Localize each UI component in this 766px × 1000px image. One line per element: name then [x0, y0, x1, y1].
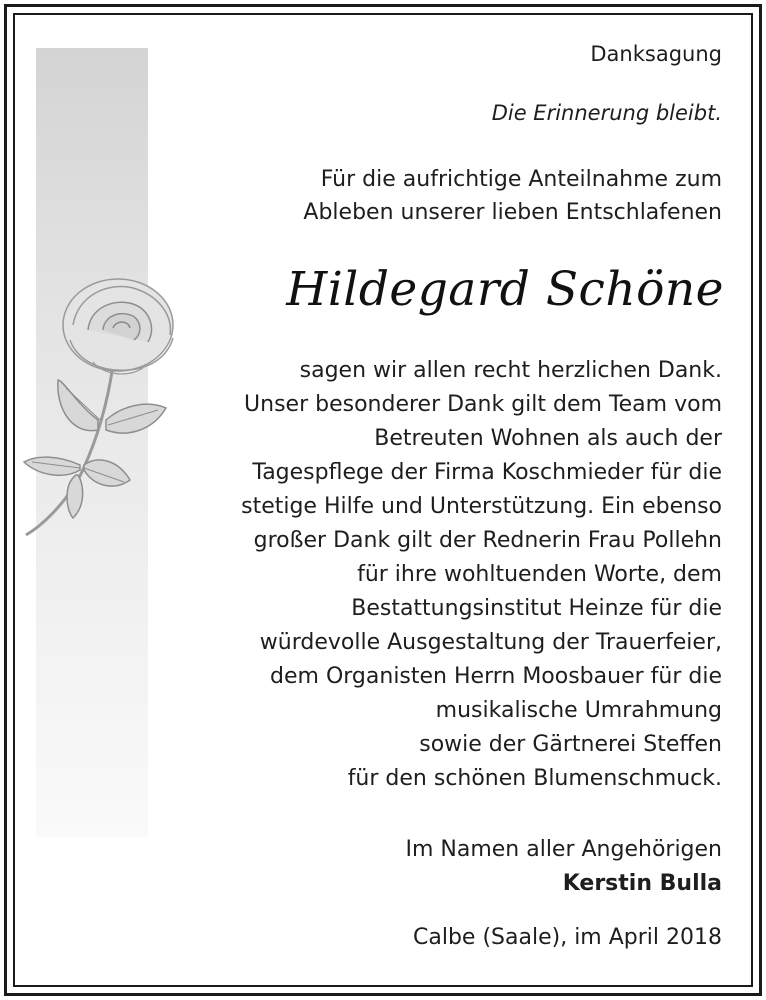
body-line: stetige Hilfe und Unterstützung. Ein ebenso [241, 494, 722, 519]
heading: Danksagung [590, 42, 722, 66]
body-line: sowie der Gärtnerei Steffen [419, 732, 722, 757]
body-line: großer Dank gilt der Rednerin Frau Pollehn [253, 528, 722, 553]
closing-line: Im Namen aller Angehörigen [405, 837, 722, 862]
body-line: für ihre wohltuenden Worte, dem [357, 562, 722, 587]
subheading: Die Erinnerung bleibt. [491, 101, 722, 125]
rose-icon [18, 270, 188, 540]
body-line: Bestattungsinstitut Heinze für die [351, 596, 722, 621]
intro-line: Für die aufrichtige Anteilnahme zum [320, 167, 722, 192]
body-line: Betreuten Wohnen als auch der [374, 426, 722, 451]
closing-block [405, 833, 722, 901]
body-line: würdevolle Ausgestaltung der Trauerfeier, [259, 630, 722, 655]
intro-text [303, 163, 722, 229]
deceased-name: Hildegard Schöne [286, 262, 724, 317]
intro-line: Ableben unserer lieben Entschlafenen [303, 200, 722, 225]
signer-name: Kerstin Bulla [562, 871, 722, 896]
body-line: für den schönen Blumenschmuck. [347, 766, 722, 791]
body-line: Unser besonderer Dank gilt dem Team vom [244, 392, 722, 417]
body-text [241, 354, 722, 796]
body-line: sagen wir allen recht herzlichen Dank. [299, 358, 722, 383]
body-line: musikalische Umrahmung [435, 698, 722, 723]
body-line: dem Organisten Herrn Moosbauer für die [270, 664, 722, 689]
body-line: Tagespflege der Firma Koschmieder für die [252, 460, 722, 485]
place-date: Calbe (Saale), im April 2018 [413, 925, 722, 950]
